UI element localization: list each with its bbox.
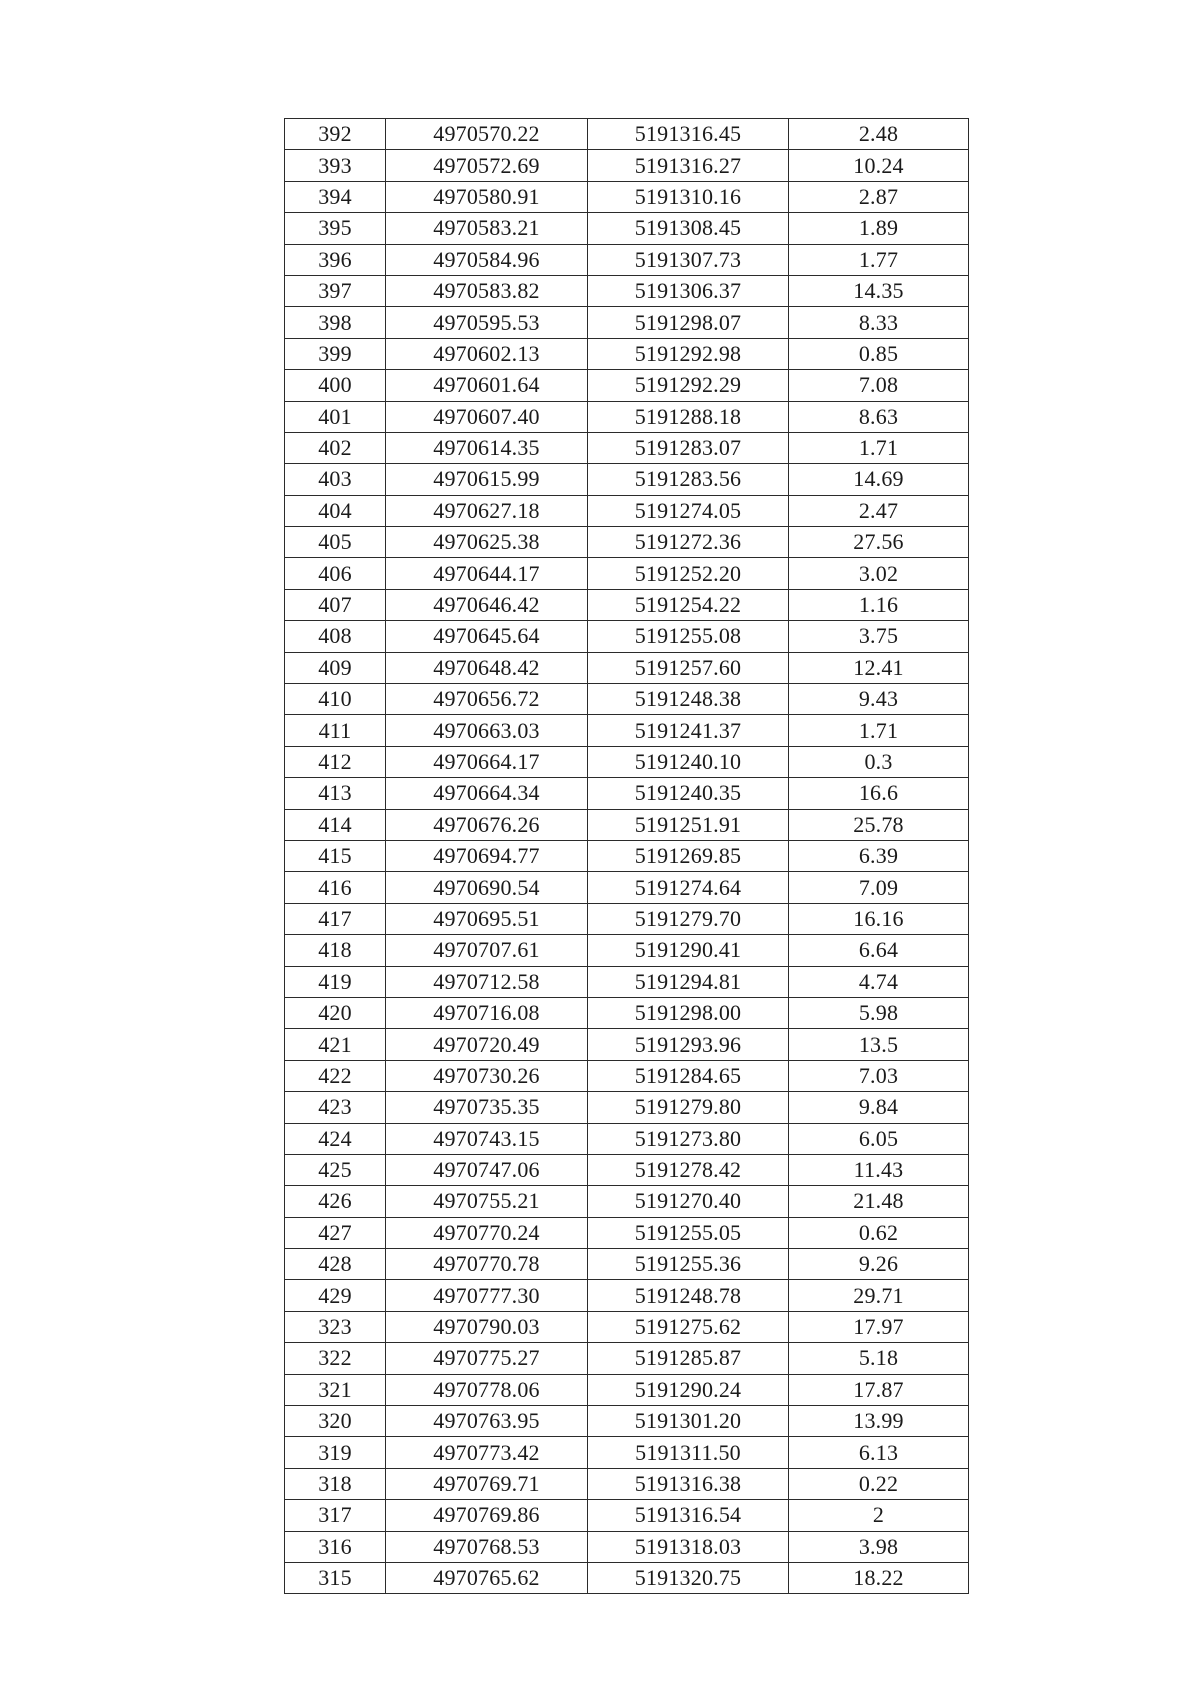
point-number-cell: 427 bbox=[285, 1217, 386, 1248]
distance-cell: 0.62 bbox=[789, 1217, 969, 1248]
y-coordinate-cell: 5191257.60 bbox=[588, 652, 789, 683]
y-coordinate-cell: 5191273.80 bbox=[588, 1123, 789, 1154]
x-coordinate-cell: 4970656.72 bbox=[386, 684, 588, 715]
table-row bbox=[285, 589, 969, 620]
distance-cell: 8.33 bbox=[789, 307, 969, 338]
distance-cell: 1.71 bbox=[789, 715, 969, 746]
table-row bbox=[285, 652, 969, 683]
table-row bbox=[285, 1154, 969, 1185]
distance-cell: 7.08 bbox=[789, 370, 969, 401]
table-row bbox=[285, 809, 969, 840]
table-row bbox=[285, 338, 969, 369]
y-coordinate-cell: 5191241.37 bbox=[588, 715, 789, 746]
y-coordinate-cell: 5191298.00 bbox=[588, 997, 789, 1028]
x-coordinate-cell: 4970777.30 bbox=[386, 1280, 588, 1311]
table-row bbox=[285, 1092, 969, 1123]
x-coordinate-cell: 4970607.40 bbox=[386, 401, 588, 432]
y-coordinate-cell: 5191290.24 bbox=[588, 1374, 789, 1405]
distance-cell: 9.26 bbox=[789, 1249, 969, 1280]
point-number-cell: 408 bbox=[285, 621, 386, 652]
table-row bbox=[285, 244, 969, 275]
distance-cell: 0.22 bbox=[789, 1468, 969, 1499]
point-number-cell: 423 bbox=[285, 1092, 386, 1123]
table-row bbox=[285, 1186, 969, 1217]
point-number-cell: 397 bbox=[285, 275, 386, 306]
distance-cell: 9.84 bbox=[789, 1092, 969, 1123]
y-coordinate-cell: 5191254.22 bbox=[588, 589, 789, 620]
x-coordinate-cell: 4970676.26 bbox=[386, 809, 588, 840]
distance-cell: 1.77 bbox=[789, 244, 969, 275]
table-row bbox=[285, 746, 969, 777]
table-row bbox=[285, 432, 969, 463]
x-coordinate-cell: 4970735.35 bbox=[386, 1092, 588, 1123]
x-coordinate-cell: 4970769.86 bbox=[386, 1500, 588, 1531]
point-number-cell: 410 bbox=[285, 684, 386, 715]
point-number-cell: 394 bbox=[285, 181, 386, 212]
table-row bbox=[285, 275, 969, 306]
distance-cell: 6.64 bbox=[789, 935, 969, 966]
x-coordinate-cell: 4970720.49 bbox=[386, 1029, 588, 1060]
y-coordinate-cell: 5191316.45 bbox=[588, 119, 789, 150]
table-row bbox=[285, 1343, 969, 1374]
coordinates-table-body bbox=[285, 119, 969, 1594]
x-coordinate-cell: 4970743.15 bbox=[386, 1123, 588, 1154]
y-coordinate-cell: 5191251.91 bbox=[588, 809, 789, 840]
point-number-cell: 419 bbox=[285, 966, 386, 997]
point-number-cell: 402 bbox=[285, 432, 386, 463]
table-row bbox=[285, 119, 969, 150]
table-row bbox=[285, 903, 969, 934]
x-coordinate-cell: 4970663.03 bbox=[386, 715, 588, 746]
table-row bbox=[285, 966, 969, 997]
x-coordinate-cell: 4970770.78 bbox=[386, 1249, 588, 1280]
point-number-cell: 425 bbox=[285, 1154, 386, 1185]
point-number-cell: 317 bbox=[285, 1500, 386, 1531]
distance-cell: 17.87 bbox=[789, 1374, 969, 1405]
distance-cell: 7.09 bbox=[789, 872, 969, 903]
y-coordinate-cell: 5191288.18 bbox=[588, 401, 789, 432]
distance-cell: 6.05 bbox=[789, 1123, 969, 1154]
y-coordinate-cell: 5191285.87 bbox=[588, 1343, 789, 1374]
point-number-cell: 398 bbox=[285, 307, 386, 338]
table-row bbox=[285, 1374, 969, 1405]
distance-cell: 1.16 bbox=[789, 589, 969, 620]
y-coordinate-cell: 5191248.38 bbox=[588, 684, 789, 715]
y-coordinate-cell: 5191283.07 bbox=[588, 432, 789, 463]
point-number-cell: 416 bbox=[285, 872, 386, 903]
y-coordinate-cell: 5191269.85 bbox=[588, 840, 789, 871]
distance-cell: 2.47 bbox=[789, 495, 969, 526]
point-number-cell: 316 bbox=[285, 1531, 386, 1562]
table-row bbox=[285, 840, 969, 871]
point-number-cell: 428 bbox=[285, 1249, 386, 1280]
point-number-cell: 404 bbox=[285, 495, 386, 526]
point-number-cell: 412 bbox=[285, 746, 386, 777]
y-coordinate-cell: 5191283.56 bbox=[588, 464, 789, 495]
y-coordinate-cell: 5191298.07 bbox=[588, 307, 789, 338]
table-row bbox=[285, 495, 969, 526]
y-coordinate-cell: 5191301.20 bbox=[588, 1406, 789, 1437]
x-coordinate-cell: 4970595.53 bbox=[386, 307, 588, 338]
y-coordinate-cell: 5191316.27 bbox=[588, 150, 789, 181]
point-number-cell: 426 bbox=[285, 1186, 386, 1217]
y-coordinate-cell: 5191270.40 bbox=[588, 1186, 789, 1217]
distance-cell: 2 bbox=[789, 1500, 969, 1531]
point-number-cell: 403 bbox=[285, 464, 386, 495]
distance-cell: 11.43 bbox=[789, 1154, 969, 1185]
point-number-cell: 406 bbox=[285, 558, 386, 589]
distance-cell: 6.39 bbox=[789, 840, 969, 871]
point-number-cell: 415 bbox=[285, 840, 386, 871]
distance-cell: 0.3 bbox=[789, 746, 969, 777]
y-coordinate-cell: 5191292.98 bbox=[588, 338, 789, 369]
y-coordinate-cell: 5191240.35 bbox=[588, 778, 789, 809]
x-coordinate-cell: 4970690.54 bbox=[386, 872, 588, 903]
point-number-cell: 392 bbox=[285, 119, 386, 150]
distance-cell: 12.41 bbox=[789, 652, 969, 683]
x-coordinate-cell: 4970644.17 bbox=[386, 558, 588, 589]
y-coordinate-cell: 5191279.80 bbox=[588, 1092, 789, 1123]
point-number-cell: 424 bbox=[285, 1123, 386, 1154]
distance-cell: 3.98 bbox=[789, 1531, 969, 1562]
x-coordinate-cell: 4970583.21 bbox=[386, 213, 588, 244]
point-number-cell: 414 bbox=[285, 809, 386, 840]
table-row bbox=[285, 935, 969, 966]
table-row bbox=[285, 181, 969, 212]
y-coordinate-cell: 5191274.64 bbox=[588, 872, 789, 903]
y-coordinate-cell: 5191278.42 bbox=[588, 1154, 789, 1185]
x-coordinate-cell: 4970646.42 bbox=[386, 589, 588, 620]
x-coordinate-cell: 4970765.62 bbox=[386, 1562, 588, 1593]
distance-cell: 16.16 bbox=[789, 903, 969, 934]
distance-cell: 13.5 bbox=[789, 1029, 969, 1060]
y-coordinate-cell: 5191310.16 bbox=[588, 181, 789, 212]
x-coordinate-cell: 4970584.96 bbox=[386, 244, 588, 275]
distance-cell: 1.71 bbox=[789, 432, 969, 463]
distance-cell: 25.78 bbox=[789, 809, 969, 840]
point-number-cell: 318 bbox=[285, 1468, 386, 1499]
y-coordinate-cell: 5191311.50 bbox=[588, 1437, 789, 1468]
table-row bbox=[285, 370, 969, 401]
distance-cell: 10.24 bbox=[789, 150, 969, 181]
y-coordinate-cell: 5191292.29 bbox=[588, 370, 789, 401]
table-row bbox=[285, 1406, 969, 1437]
point-number-cell: 418 bbox=[285, 935, 386, 966]
x-coordinate-cell: 4970645.64 bbox=[386, 621, 588, 652]
distance-cell: 14.69 bbox=[789, 464, 969, 495]
x-coordinate-cell: 4970625.38 bbox=[386, 527, 588, 558]
x-coordinate-cell: 4970763.95 bbox=[386, 1406, 588, 1437]
point-number-cell: 315 bbox=[285, 1562, 386, 1593]
x-coordinate-cell: 4970580.91 bbox=[386, 181, 588, 212]
distance-cell: 2.87 bbox=[789, 181, 969, 212]
table-row bbox=[285, 1217, 969, 1248]
x-coordinate-cell: 4970712.58 bbox=[386, 966, 588, 997]
table-row bbox=[285, 715, 969, 746]
y-coordinate-cell: 5191275.62 bbox=[588, 1311, 789, 1342]
y-coordinate-cell: 5191252.20 bbox=[588, 558, 789, 589]
distance-cell: 5.18 bbox=[789, 1343, 969, 1374]
point-number-cell: 407 bbox=[285, 589, 386, 620]
point-number-cell: 413 bbox=[285, 778, 386, 809]
point-number-cell: 420 bbox=[285, 997, 386, 1028]
y-coordinate-cell: 5191290.41 bbox=[588, 935, 789, 966]
distance-cell: 18.22 bbox=[789, 1562, 969, 1593]
x-coordinate-cell: 4970648.42 bbox=[386, 652, 588, 683]
distance-cell: 9.43 bbox=[789, 684, 969, 715]
point-number-cell: 395 bbox=[285, 213, 386, 244]
distance-cell: 13.99 bbox=[789, 1406, 969, 1437]
y-coordinate-cell: 5191318.03 bbox=[588, 1531, 789, 1562]
table-row bbox=[285, 684, 969, 715]
y-coordinate-cell: 5191240.10 bbox=[588, 746, 789, 777]
table-row bbox=[285, 1531, 969, 1562]
distance-cell: 27.56 bbox=[789, 527, 969, 558]
x-coordinate-cell: 4970790.03 bbox=[386, 1311, 588, 1342]
distance-cell: 8.63 bbox=[789, 401, 969, 432]
point-number-cell: 429 bbox=[285, 1280, 386, 1311]
table-row bbox=[285, 307, 969, 338]
table-row bbox=[285, 401, 969, 432]
table-row bbox=[285, 872, 969, 903]
x-coordinate-cell: 4970716.08 bbox=[386, 997, 588, 1028]
y-coordinate-cell: 5191255.36 bbox=[588, 1249, 789, 1280]
x-coordinate-cell: 4970769.71 bbox=[386, 1468, 588, 1499]
distance-cell: 5.98 bbox=[789, 997, 969, 1028]
point-number-cell: 322 bbox=[285, 1343, 386, 1374]
x-coordinate-cell: 4970707.61 bbox=[386, 935, 588, 966]
y-coordinate-cell: 5191284.65 bbox=[588, 1060, 789, 1091]
x-coordinate-cell: 4970572.69 bbox=[386, 150, 588, 181]
distance-cell: 17.97 bbox=[789, 1311, 969, 1342]
distance-cell: 14.35 bbox=[789, 275, 969, 306]
table-row bbox=[285, 527, 969, 558]
x-coordinate-cell: 4970768.53 bbox=[386, 1531, 588, 1562]
table-row bbox=[285, 1280, 969, 1311]
x-coordinate-cell: 4970694.77 bbox=[386, 840, 588, 871]
table-row bbox=[285, 997, 969, 1028]
distance-cell: 16.6 bbox=[789, 778, 969, 809]
point-number-cell: 399 bbox=[285, 338, 386, 369]
y-coordinate-cell: 5191274.05 bbox=[588, 495, 789, 526]
table-row bbox=[285, 1029, 969, 1060]
point-number-cell: 401 bbox=[285, 401, 386, 432]
point-number-cell: 320 bbox=[285, 1406, 386, 1437]
x-coordinate-cell: 4970775.27 bbox=[386, 1343, 588, 1374]
table-row bbox=[285, 1249, 969, 1280]
table-row bbox=[285, 1500, 969, 1531]
y-coordinate-cell: 5191308.45 bbox=[588, 213, 789, 244]
x-coordinate-cell: 4970615.99 bbox=[386, 464, 588, 495]
point-number-cell: 323 bbox=[285, 1311, 386, 1342]
table-row bbox=[285, 778, 969, 809]
x-coordinate-cell: 4970583.82 bbox=[386, 275, 588, 306]
table-row bbox=[285, 1060, 969, 1091]
point-number-cell: 400 bbox=[285, 370, 386, 401]
table-row bbox=[285, 150, 969, 181]
distance-cell: 29.71 bbox=[789, 1280, 969, 1311]
point-number-cell: 409 bbox=[285, 652, 386, 683]
x-coordinate-cell: 4970614.35 bbox=[386, 432, 588, 463]
distance-cell: 0.85 bbox=[789, 338, 969, 369]
y-coordinate-cell: 5191255.05 bbox=[588, 1217, 789, 1248]
table-row bbox=[285, 1123, 969, 1154]
point-number-cell: 321 bbox=[285, 1374, 386, 1405]
y-coordinate-cell: 5191316.54 bbox=[588, 1500, 789, 1531]
table-row bbox=[285, 1562, 969, 1593]
y-coordinate-cell: 5191279.70 bbox=[588, 903, 789, 934]
y-coordinate-cell: 5191293.96 bbox=[588, 1029, 789, 1060]
point-number-cell: 393 bbox=[285, 150, 386, 181]
y-coordinate-cell: 5191320.75 bbox=[588, 1562, 789, 1593]
table-row bbox=[285, 558, 969, 589]
point-number-cell: 405 bbox=[285, 527, 386, 558]
point-number-cell: 422 bbox=[285, 1060, 386, 1091]
x-coordinate-cell: 4970602.13 bbox=[386, 338, 588, 369]
x-coordinate-cell: 4970695.51 bbox=[386, 903, 588, 934]
x-coordinate-cell: 4970747.06 bbox=[386, 1154, 588, 1185]
distance-cell: 7.03 bbox=[789, 1060, 969, 1091]
y-coordinate-cell: 5191307.73 bbox=[588, 244, 789, 275]
table-row bbox=[285, 464, 969, 495]
x-coordinate-cell: 4970730.26 bbox=[386, 1060, 588, 1091]
point-number-cell: 319 bbox=[285, 1437, 386, 1468]
distance-cell: 4.74 bbox=[789, 966, 969, 997]
y-coordinate-cell: 5191306.37 bbox=[588, 275, 789, 306]
x-coordinate-cell: 4970778.06 bbox=[386, 1374, 588, 1405]
x-coordinate-cell: 4970664.17 bbox=[386, 746, 588, 777]
distance-cell: 1.89 bbox=[789, 213, 969, 244]
y-coordinate-cell: 5191248.78 bbox=[588, 1280, 789, 1311]
x-coordinate-cell: 4970570.22 bbox=[386, 119, 588, 150]
x-coordinate-cell: 4970755.21 bbox=[386, 1186, 588, 1217]
distance-cell: 3.75 bbox=[789, 621, 969, 652]
table-row bbox=[285, 213, 969, 244]
y-coordinate-cell: 5191316.38 bbox=[588, 1468, 789, 1499]
distance-cell: 21.48 bbox=[789, 1186, 969, 1217]
x-coordinate-cell: 4970664.34 bbox=[386, 778, 588, 809]
x-coordinate-cell: 4970773.42 bbox=[386, 1437, 588, 1468]
distance-cell: 3.02 bbox=[789, 558, 969, 589]
table-row bbox=[285, 1468, 969, 1499]
distance-cell: 2.48 bbox=[789, 119, 969, 150]
point-number-cell: 417 bbox=[285, 903, 386, 934]
point-number-cell: 421 bbox=[285, 1029, 386, 1060]
table-row bbox=[285, 621, 969, 652]
distance-cell: 6.13 bbox=[789, 1437, 969, 1468]
x-coordinate-cell: 4970770.24 bbox=[386, 1217, 588, 1248]
y-coordinate-cell: 5191272.36 bbox=[588, 527, 789, 558]
y-coordinate-cell: 5191255.08 bbox=[588, 621, 789, 652]
point-number-cell: 411 bbox=[285, 715, 386, 746]
y-coordinate-cell: 5191294.81 bbox=[588, 966, 789, 997]
x-coordinate-cell: 4970601.64 bbox=[386, 370, 588, 401]
table-row bbox=[285, 1311, 969, 1342]
point-number-cell: 396 bbox=[285, 244, 386, 275]
coordinates-table bbox=[284, 118, 969, 1594]
table-row bbox=[285, 1437, 969, 1468]
x-coordinate-cell: 4970627.18 bbox=[386, 495, 588, 526]
